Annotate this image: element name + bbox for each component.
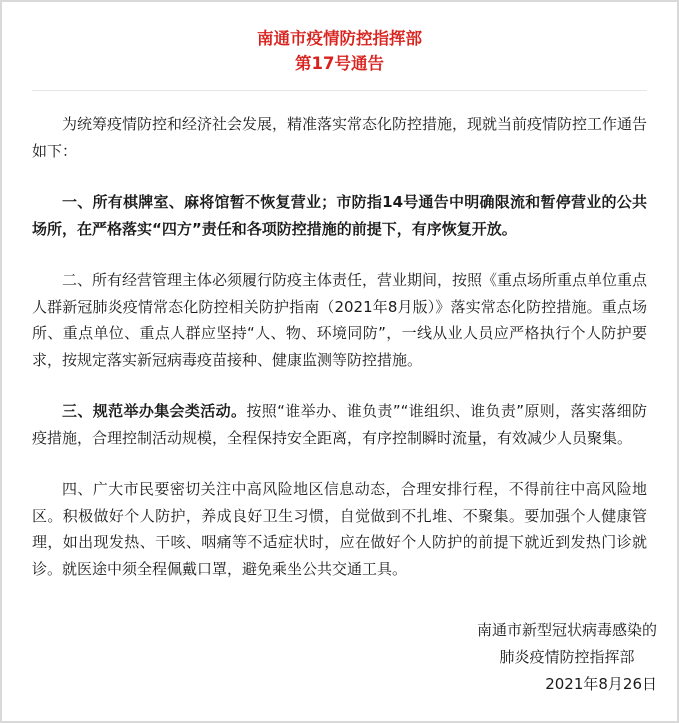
issuer-title: 南通市疫情防控指挥部 xyxy=(257,29,422,48)
notice-header xyxy=(32,26,647,76)
notice-number: 第17号通告 xyxy=(295,54,384,73)
item-3-body: 按照“谁举办、谁负责”“谁组织、谁负责”原则，落实落细防疫措施，合理控制活动规模，全程保持安全距离，有序控制瞬时流量，有效减少人员聚集。 xyxy=(32,402,647,447)
header-divider xyxy=(32,90,647,91)
item-1-paragraph: 一、所有棋牌室、麻将馆暂不恢复营业；市防指14号通告中明确限流和暂停营业的公共场所，在严格落实“四方”责任和各项防控措施的前提下，有序恢复开放。 xyxy=(32,193,647,238)
item-3-paragraph xyxy=(32,398,647,451)
signature-line-1: 南通市新型冠状病毒感染的 xyxy=(476,621,657,639)
signature-line-2: 肺炎疫情防控指挥部 xyxy=(499,648,635,666)
item-4-paragraph: 四、广大市民要密切关注中高风险地区信息动态，合理安排行程，不得前往中高风险地区。积极做好个人防护，养成良好卫生习惯，自觉做到不扎堆、不聚集。要加强个人健康管理，如出现发热、干咳、咽痛等不适症状时，应在做好个人防护的前提下就近到发热门诊就诊。就医途中须全程佩戴口罩，避免乘坐公共交通工具。 xyxy=(32,480,647,578)
item-2-paragraph: 二、所有经营管理主体必须履行防疫主体责任，营业期间，按照《重点场所重点单位重点人群新冠肺炎疫情常态化防控相关防护指南（2021年8月版）》落实常态化防控措施。重点场所、重点单位、重点人群应坚持“人、物、环境同防”，一线从业人员应严格执行个人防护要求，按规定落实新冠病毒疫苗接种、健康监测等防控措施。 xyxy=(32,271,648,369)
item-3-lead: 三、规范举办集会类活动。 xyxy=(62,402,247,420)
intro-paragraph: 为统筹疫情防控和经济社会发展，精准落实常态化防控措施，现就当前疫情防控工作通告如下： xyxy=(32,115,648,160)
signature-block xyxy=(477,617,657,698)
signature-date: 2021年8月26日 xyxy=(545,675,657,693)
